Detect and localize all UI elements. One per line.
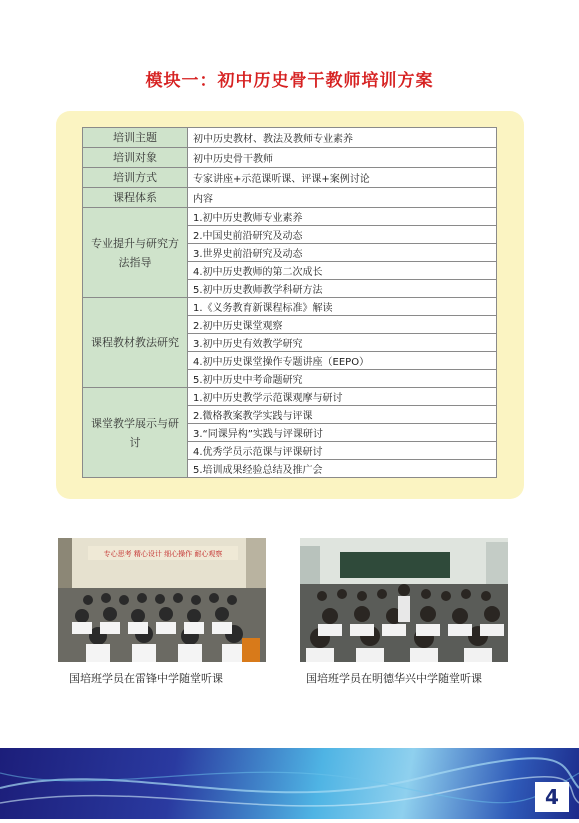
table-row bbox=[83, 388, 497, 406]
group-item: 3.世界史前沿研究及动态 bbox=[188, 244, 497, 262]
group-item: 2.中国史前沿研究及动态 bbox=[188, 226, 497, 244]
row-label: 课程体系 bbox=[83, 188, 188, 208]
footer-decorative-band bbox=[0, 748, 579, 819]
group-label: 专业提升与研究方法指导 bbox=[83, 208, 188, 298]
table-row bbox=[83, 128, 497, 148]
table-row bbox=[83, 298, 497, 316]
photo-caption-left: 国培班学员在雷锋中学随堂听课 bbox=[69, 672, 223, 685]
page-number: 4 bbox=[535, 782, 569, 812]
classroom-banner: 专心思考 精心设计 细心操作 耐心观察 bbox=[103, 550, 223, 558]
table-row bbox=[83, 148, 497, 168]
row-value: 专家讲座+示范课听课、评课+案例讨论 bbox=[188, 168, 497, 188]
row-label: 培训主题 bbox=[83, 128, 188, 148]
footer-swirl-graphic bbox=[0, 748, 579, 819]
classroom-photo-left-image bbox=[58, 538, 266, 662]
row-value: 内容 bbox=[188, 188, 497, 208]
group-item: 4.优秀学员示范课与评课研讨 bbox=[188, 442, 497, 460]
classroom-photo-right bbox=[300, 538, 508, 662]
group-item: 2.初中历史课堂观察 bbox=[188, 316, 497, 334]
group-label: 课程教材教法研究 bbox=[83, 298, 188, 388]
group-item: 5.培训成果经验总结及推广会 bbox=[188, 460, 497, 478]
group-item: 1.初中历史教师专业素养 bbox=[188, 208, 497, 226]
training-plan-table bbox=[82, 127, 497, 478]
table-row bbox=[83, 168, 497, 188]
group-item: 5.初中历史中考命题研究 bbox=[188, 370, 497, 388]
photo-caption-right: 国培班学员在明德华兴中学随堂听课 bbox=[306, 672, 482, 685]
row-label: 培训方式 bbox=[83, 168, 188, 188]
group-item: 1.初中历史教学示范课观摩与研讨 bbox=[188, 388, 497, 406]
group-item: 4.初中历史课堂操作专题讲座（EEPO） bbox=[188, 352, 497, 370]
table-row bbox=[83, 208, 497, 226]
group-item: 1.《义务教育新课程标准》解读 bbox=[188, 298, 497, 316]
group-item: 2.微格教案教学实践与评课 bbox=[188, 406, 497, 424]
group-item: 4.初中历史教师的第二次成长 bbox=[188, 262, 497, 280]
group-item: 3.“同课异构”实践与评课研讨 bbox=[188, 424, 497, 442]
page-title: 模块一：初中历史骨干教师培训方案 bbox=[145, 71, 434, 91]
group-item: 5.初中历史教师教学科研方法 bbox=[188, 280, 497, 298]
table-row bbox=[83, 188, 497, 208]
group-item: 3.初中历史有效教学研究 bbox=[188, 334, 497, 352]
classroom-photo-right-image bbox=[300, 538, 508, 662]
classroom-photo-left bbox=[58, 538, 266, 662]
group-label: 课堂教学展示与研讨 bbox=[83, 388, 188, 478]
row-value: 初中历史教材、教法及教师专业素养 bbox=[188, 128, 497, 148]
row-value: 初中历史骨干教师 bbox=[188, 148, 497, 168]
row-label: 培训对象 bbox=[83, 148, 188, 168]
